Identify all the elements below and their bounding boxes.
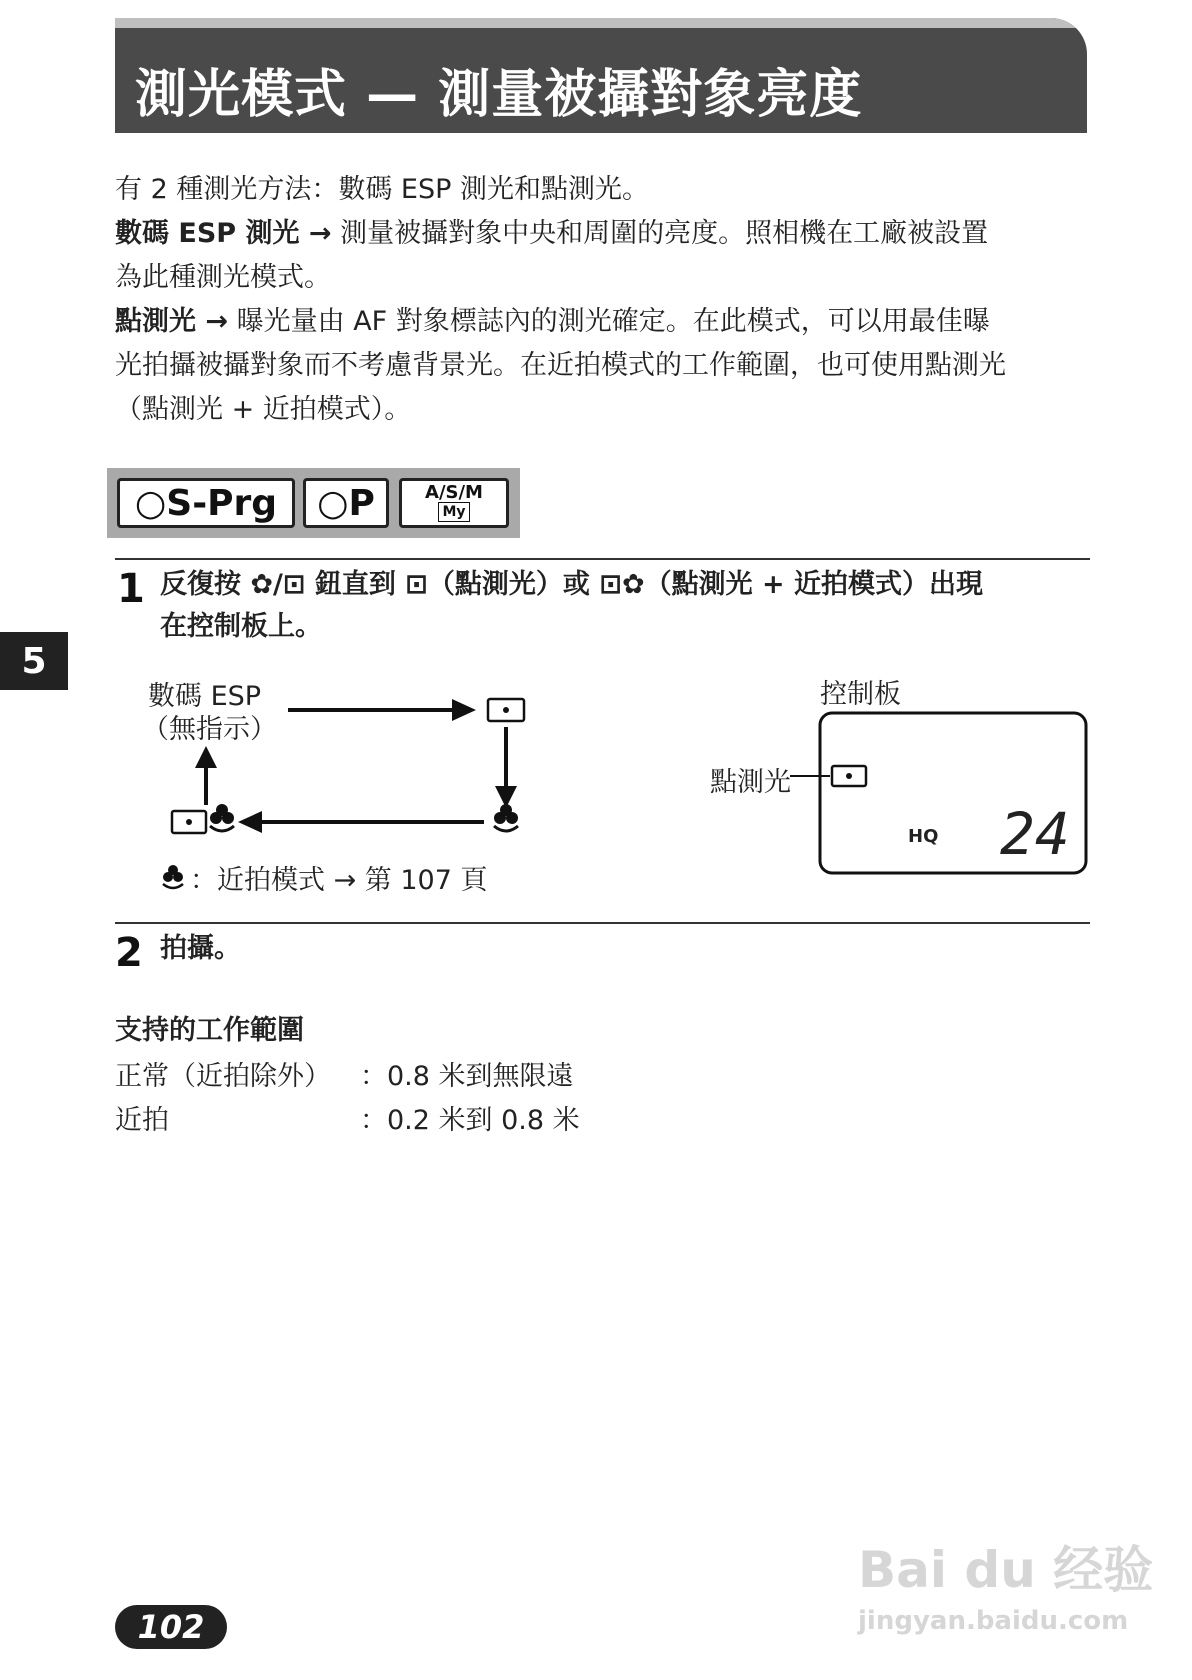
- intro-line: 有 2 種測光方法：數碼 ESP 測光和點測光。: [115, 174, 649, 205]
- mode-badge-my: My: [438, 502, 469, 522]
- esp-text-2: 為此種測光模式。: [115, 262, 331, 293]
- chapter-tab: 5: [0, 632, 68, 690]
- mode-badge-asm: A/S/M: [425, 482, 483, 503]
- range-row-normal-label: 正常（近拍除外）: [115, 1061, 331, 1092]
- step1-text-a: 反復按 ✿/⊡ 鈕直到 ⊡（點測光）或 ⊡✿（點測光 + 近拍模式）出現: [160, 569, 983, 600]
- step2-number: 2: [115, 930, 143, 976]
- page-number: 102: [115, 1605, 227, 1649]
- watermark-brand: Bai du 经验: [858, 1541, 1154, 1599]
- spot-text-3: （點測光 + 近拍模式）。: [115, 394, 412, 425]
- spot-label: 點測光 →: [115, 306, 229, 337]
- watermark-url: jingyan.baidu.com: [858, 1606, 1129, 1636]
- spot-text-2: 光拍攝被攝對象而不考慮背景光。在近拍模式的工作範圍，也可使用點測光: [115, 350, 1006, 381]
- range-heading: 支持的工作範圍: [115, 1015, 304, 1046]
- esp-text-1: 測量被攝對象中央和周圍的亮度。照相機在工廠被設置: [340, 218, 989, 249]
- range-row-macro-label: 近拍: [115, 1105, 169, 1136]
- lcd-quality: HQ: [908, 826, 939, 847]
- esp-mode-label: 數碼 ESP: [148, 681, 262, 712]
- mode-badge-sprg: ○S-Prg: [117, 478, 295, 528]
- control-panel-title: 控制板: [820, 679, 901, 710]
- step2-text: 拍攝。: [160, 933, 241, 964]
- step2-rule: [115, 922, 1090, 924]
- mode-badge-p: ○P: [303, 478, 389, 528]
- esp-label: 數碼 ESP 測光 →: [115, 218, 332, 249]
- range-row-normal-value: ：0.8 米到無限遠: [360, 1061, 574, 1092]
- control-panel-spot-label: 點測光: [710, 767, 791, 798]
- spot-text-1: 曝光量由 AF 對象標誌內的測光確定。在此模式，可以用最佳曝: [236, 306, 990, 337]
- macro-note: ：近拍模式 → 第 107 頁: [190, 865, 488, 896]
- range-row-macro-value: ：0.2 米到 0.8 米: [360, 1105, 580, 1136]
- page-title: 測光模式 — 測量被攝對象亮度: [135, 65, 863, 125]
- step1-text-b: 在控制板上。: [160, 611, 322, 642]
- esp-mode-sublabel: （無指示）: [142, 714, 277, 745]
- step1-number: 1: [117, 566, 145, 612]
- lcd-frame-count: 24: [1000, 800, 1070, 868]
